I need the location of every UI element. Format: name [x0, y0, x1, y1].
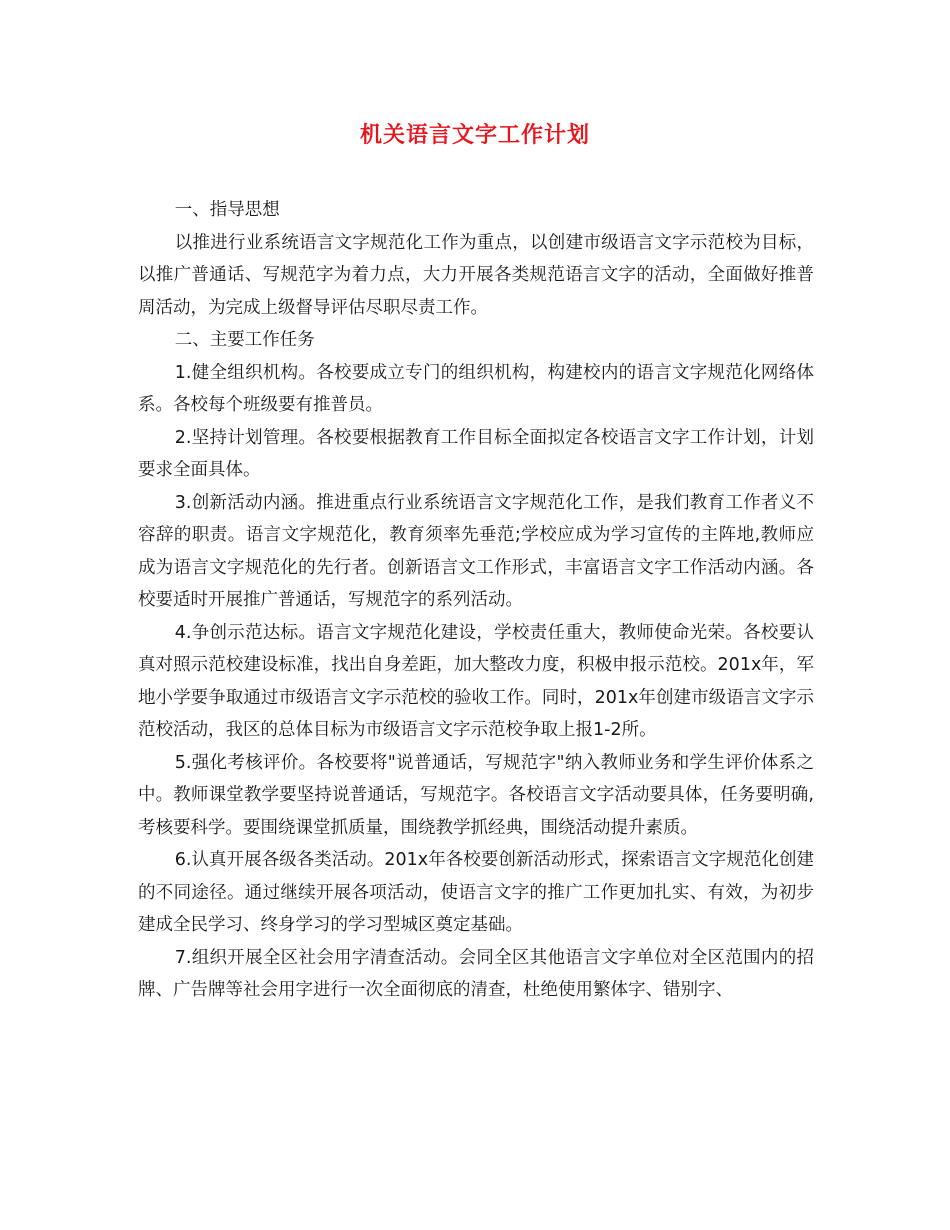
paragraph-task-1: 1.健全组织机构。各校要成立专门的组织机构，构建校内的语言文字规范化网络体系。各校每个班级要有推普员。	[138, 362, 814, 415]
paragraph-task-6: 6.认真开展各级各类活动。201x年各校要创新活动形式，探索语言文字规范化创建的不同途径。通过继续开展各项活动，使语言文字的推广工作更加扎实、有效，为初步建成全民学习、终身学习的学习型城区奠定基础。	[138, 850, 814, 935]
paragraph-guiding-ideology: 以推进行业系统语言文字规范化工作为重点，以创建市级语言文字示范校为目标，以推广普通话、写规范字为着力点，大力开展各类规范语言文字的活动，全面做好推普周活动，为完成上级督导评估尽职尽责工作。	[138, 232, 814, 318]
document-title: 机关语言文字工作计划	[359, 123, 590, 148]
paragraph-task-4: 4.争创示范达标。语言文字规范化建设，学校责任重大，教师使命光荣。各校要认真对照示范校建设标准，找出自身差距，加大整改力度，积极申报示范校。201x年，军地小学要争取通过市级语言文字示范校的验收工作。同时，201x年创建市级语言文字示范校活动，我区的总体目标为市级语言文字示范校争取上报1-2所。	[138, 622, 814, 740]
paragraph-task-2: 2.坚持计划管理。各校要根据教育工作目标全面拟定各校语言文字工作计划，计划要求全面具体。	[138, 427, 814, 480]
section-heading-main-tasks: 二、主要工作任务	[174, 330, 315, 350]
paragraph-task-5: 5.强化考核评价。各校要将"说普通话，写规范字"纳入教师业务和学生评价体系之中。教师课堂教学要坚持说普通话，写规范字。各校语言文字活动要具体，任务要明确,考核要科学。要围绕课堂抓质量，围绕教学抓经典，围绕活动提升素质。	[138, 752, 814, 838]
paragraph-task-3: 3.创新活动内涵。推进重点行业系统语言文字规范化工作，是我们教育工作者义不容辞的职责。语言文字规范化，教育须率先垂范;学校应成为学习宣传的主阵地,教师应成为语言文字规范化的先行者。创新语言文工作形式，丰富语言文字工作活动内涵。各校要适时开展推广普通话，写规范字的系列活动。	[138, 492, 814, 610]
document-body	[138, 194, 814, 1007]
section-heading-guiding-ideology: 一、指导思想	[174, 200, 280, 220]
paragraph-task-7: 7.组织开展全区社会用字清查活动。会同全区其他语言文字单位对全区范围内的招牌、广告牌等社会用字进行一次全面彻底的清查，杜绝使用繁体字、错别字、	[138, 947, 814, 1000]
